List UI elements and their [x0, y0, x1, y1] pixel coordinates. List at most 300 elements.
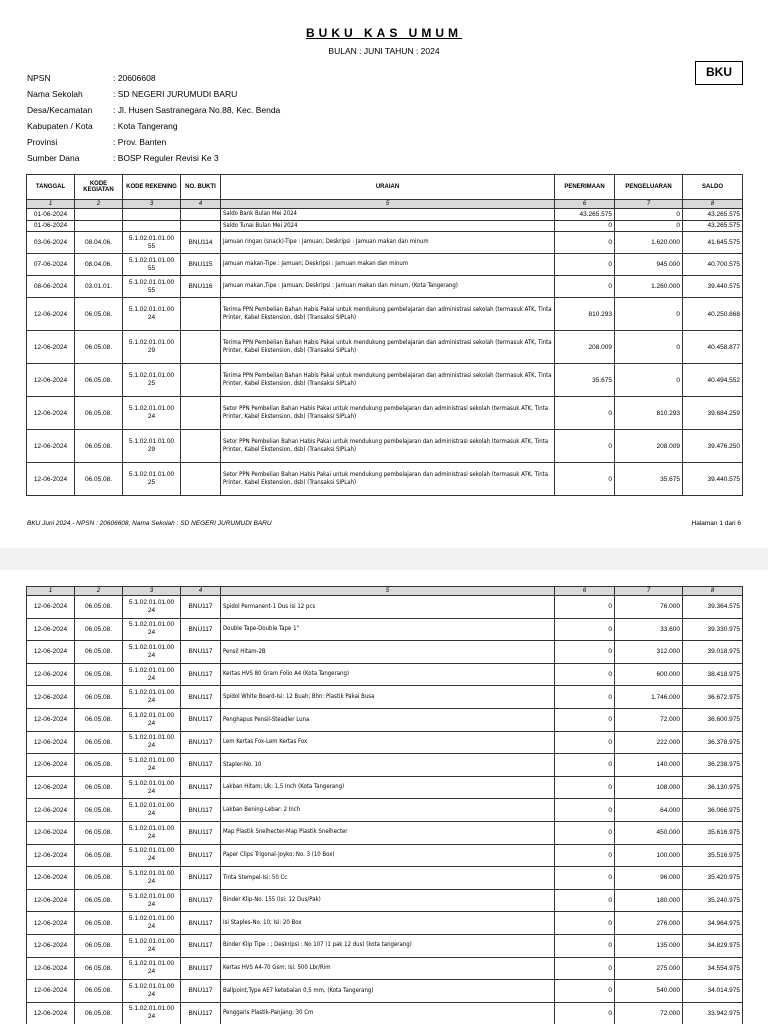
column-number: 3	[123, 200, 181, 209]
table-header-row	[27, 175, 743, 200]
cell-kode-kegiatan: 06.05.08.	[75, 364, 123, 397]
cell-penerimaan: 43.265.575	[555, 209, 615, 221]
cell-tanggal: 12-06-2024	[27, 596, 75, 619]
cell-pengeluaran: 100.000	[615, 844, 683, 867]
cell-penerimaan: 0	[555, 799, 615, 822]
cell-tanggal: 12-06-2024	[27, 821, 75, 844]
table-row	[27, 686, 743, 709]
cell-saldo: 34.829.975	[683, 934, 743, 957]
cell-kode-kegiatan: 06.05.08.	[75, 331, 123, 364]
cell-no-bukti: BNU117	[181, 663, 221, 686]
cell-uraian: Isi Staples-No. 10; Isi: 20 Box	[221, 912, 555, 935]
cell-pengeluaran: 140.000	[615, 754, 683, 777]
cell-no-bukti: BNU117	[181, 1002, 221, 1024]
document-title: BUKU KAS UMUM	[306, 26, 462, 40]
column-number: 2	[75, 587, 123, 596]
ledger-body-page-1	[27, 209, 743, 496]
cell-pengeluaran: 108.000	[615, 776, 683, 799]
cell-pengeluaran: 0	[615, 220, 683, 232]
cell-kode-rekening: 5.1.02.01.01.00 24	[123, 934, 181, 957]
cell-tanggal: 12-06-2024	[27, 618, 75, 641]
cell-kode-rekening: 5.1.02.01.01.00 25	[123, 364, 181, 397]
cell-saldo: 43.265.575	[683, 209, 743, 221]
column-number: 1	[27, 200, 75, 209]
cell-tanggal: 12-06-2024	[27, 844, 75, 867]
cell-kode-kegiatan: 06.05.08.	[75, 844, 123, 867]
cell-no-bukti: BNU117	[181, 776, 221, 799]
cell-pengeluaran: 1.620.000	[615, 232, 683, 254]
cell-no-bukti	[181, 209, 221, 221]
cell-no-bukti: BNU117	[181, 867, 221, 890]
info-label: Provinsi	[27, 137, 58, 147]
table-row	[27, 957, 743, 980]
cell-saldo: 36.066.975	[683, 799, 743, 822]
info-value: : Prov. Banten	[113, 134, 166, 150]
cell-pengeluaran: 312.000	[615, 641, 683, 664]
cell-penerimaan: 0	[555, 1002, 615, 1024]
cell-saldo: 36.672.975	[683, 686, 743, 709]
cell-tanggal: 07-06-2024	[27, 254, 75, 276]
cell-kode-rekening: 5.1.02.01.01.00 55	[123, 254, 181, 276]
cell-uraian: Lakban Bening-Lebar: 2 Inch	[221, 799, 555, 822]
cell-kode-rekening: 5.1.02.01.01.00 24	[123, 821, 181, 844]
cell-uraian: Lakban Hitam; Uk: 1,5 Inch (Kota Tangerang)	[221, 776, 555, 799]
cell-uraian: Terima PPN Pembelian Bahan Habis Pakai untuk mendukung pembelajaran dan administrasi sekolah (termasuk ATK, Tinta Printer, Kabel Ekstension, dsb) (Transaksi SIPLah)	[221, 298, 555, 331]
cell-tanggal: 12-06-2024	[27, 430, 75, 463]
column-number: 3	[123, 587, 181, 596]
cell-no-bukti: BNU117	[181, 934, 221, 957]
cell-uraian: Saldo Bank Bulan Mei 2024	[221, 209, 555, 221]
table-row	[27, 430, 743, 463]
cell-tanggal: 12-06-2024	[27, 397, 75, 430]
cell-kode-kegiatan: 06.05.08.	[75, 912, 123, 935]
cell-pengeluaran: 135.000	[615, 934, 683, 957]
cell-kode-rekening: 5.1.02.01.01.00 24	[123, 596, 181, 619]
cell-penerimaan: 0	[555, 754, 615, 777]
cell-tanggal: 12-06-2024	[27, 889, 75, 912]
cell-uraian: Jamuan makan-Tipe : Jamuan; Deskripsi : Jamuan makan dan minum	[221, 254, 555, 276]
cell-penerimaan: 0	[555, 686, 615, 709]
cell-saldo: 35.516.975	[683, 844, 743, 867]
column-number: 5	[221, 587, 555, 596]
column-header: TANGGAL	[27, 175, 75, 200]
cell-pengeluaran: 0	[615, 364, 683, 397]
cell-kode-kegiatan: 06.05.08.	[75, 754, 123, 777]
cell-penerimaan: 0	[555, 596, 615, 619]
info-label: Sumber Dana	[27, 153, 80, 163]
column-number: 5	[221, 200, 555, 209]
table-row	[27, 641, 743, 664]
cell-saldo: 39.440.575	[683, 276, 743, 298]
cell-no-bukti	[181, 463, 221, 496]
column-header: SALDO	[683, 175, 743, 200]
cell-kode-rekening: 5.1.02.01.01.00 24	[123, 844, 181, 867]
cell-no-bukti	[181, 298, 221, 331]
cell-kode-kegiatan	[75, 220, 123, 232]
cell-uraian: Binder Klip Tipe : ; Deskripsi : No 107 (1 pak 12 dus) (kota tangerang)	[221, 934, 555, 957]
table-row	[27, 663, 743, 686]
cell-tanggal: 12-06-2024	[27, 867, 75, 890]
table-row	[27, 364, 743, 397]
cell-saldo: 36.378.975	[683, 731, 743, 754]
table-row	[27, 618, 743, 641]
cell-no-bukti	[181, 364, 221, 397]
info-label: Nama Sekolah	[27, 89, 83, 99]
cell-tanggal: 12-06-2024	[27, 934, 75, 957]
cell-no-bukti: BNU117	[181, 821, 221, 844]
cell-kode-rekening: 5.1.02.01.01.00 24	[123, 799, 181, 822]
cell-saldo: 34.014.975	[683, 980, 743, 1003]
table-row	[27, 867, 743, 890]
cell-kode-rekening: 5.1.02.01.01.00 24	[123, 397, 181, 430]
cell-kode-rekening: 5.1.02.01.01.00 25	[123, 463, 181, 496]
cell-kode-kegiatan: 06.05.08.	[75, 686, 123, 709]
cell-kode-kegiatan: 08.04.06.	[75, 232, 123, 254]
cell-pengeluaran: 76.000	[615, 596, 683, 619]
table-row	[27, 331, 743, 364]
cell-saldo: 40.700.575	[683, 254, 743, 276]
column-number: 8	[683, 587, 743, 596]
cell-tanggal: 12-06-2024	[27, 331, 75, 364]
cell-kode-rekening: 5.1.02.01.01.00 24	[123, 641, 181, 664]
cell-saldo: 40.250.868	[683, 298, 743, 331]
cell-pengeluaran: 96.000	[615, 867, 683, 890]
cell-kode-kegiatan: 06.05.08.	[75, 776, 123, 799]
cell-uraian: Setor PPN Pembelian Bahan Habis Pakai untuk mendukung pembelajaran dan administrasi sekolah (termasuk ATK, Tinta Printer, Kabel Ekstension, dsb) (Transaksi SIPLah)	[221, 397, 555, 430]
column-header: PENGELUARAN	[615, 175, 683, 200]
cell-no-bukti: BNU114	[181, 232, 221, 254]
table-row	[27, 821, 743, 844]
cell-kode-rekening: 5.1.02.01.01.00 24	[123, 731, 181, 754]
cell-penerimaan: 208.009	[555, 331, 615, 364]
cell-kode-kegiatan: 06.05.08.	[75, 463, 123, 496]
cell-kode-rekening: 5.1.02.01.01.00 24	[123, 663, 181, 686]
ledger-table-page-1	[26, 174, 743, 496]
cell-saldo: 39.018.975	[683, 641, 743, 664]
page-gap	[0, 548, 768, 570]
info-value: : Jl. Husen Sastranegara No.88, Kec. Benda	[113, 102, 280, 118]
cell-saldo: 34.964.975	[683, 912, 743, 935]
page-2	[0, 570, 768, 1024]
school-info	[27, 70, 280, 166]
table-row	[27, 934, 743, 957]
cell-no-bukti: BNU117	[181, 754, 221, 777]
table-row	[27, 209, 743, 221]
cell-no-bukti: BNU117	[181, 844, 221, 867]
cell-kode-rekening: 5.1.02.01.01.00 24	[123, 708, 181, 731]
cell-pengeluaran: 72.000	[615, 1002, 683, 1024]
cell-saldo: 41.645.575	[683, 232, 743, 254]
cell-no-bukti: BNU117	[181, 980, 221, 1003]
cell-penerimaan: 0	[555, 430, 615, 463]
table-row	[27, 799, 743, 822]
info-value: : Kota Tangerang	[113, 118, 178, 134]
ledger-body-page-2	[27, 596, 743, 1024]
cell-kode-rekening: 5.1.02.01.01.00 24	[123, 912, 181, 935]
cell-kode-rekening: 5.1.02.01.01.00 24	[123, 1002, 181, 1024]
cell-no-bukti: BNU117	[181, 641, 221, 664]
table-row	[27, 232, 743, 254]
cell-penerimaan: 0	[555, 776, 615, 799]
cell-penerimaan: 0	[555, 731, 615, 754]
cell-no-bukti: BNU117	[181, 618, 221, 641]
cell-saldo: 33.942.975	[683, 1002, 743, 1024]
table-row	[27, 889, 743, 912]
cell-penerimaan: 0	[555, 934, 615, 957]
cell-pengeluaran: 0	[615, 298, 683, 331]
cell-uraian: Spidol White Board-Isi: 12 Buah; Bhn: Plastik Pakai Busa	[221, 686, 555, 709]
cell-tanggal: 03-06-2024	[27, 232, 75, 254]
cell-tanggal: 12-06-2024	[27, 463, 75, 496]
cell-saldo: 36.600.975	[683, 708, 743, 731]
column-number: 6	[555, 200, 615, 209]
info-row	[27, 102, 280, 118]
info-value: : BOSP Reguler Revisi Ke 3	[113, 150, 219, 166]
cell-pengeluaran: 35.675	[615, 463, 683, 496]
cell-kode-kegiatan	[75, 209, 123, 221]
cell-uraian: Paper Clips Trigonal-Joyko; No. 3 (10 Box)	[221, 844, 555, 867]
cell-kode-rekening: 5.1.02.01.01.00 55	[123, 276, 181, 298]
cell-penerimaan: 0	[555, 463, 615, 496]
cell-saldo: 34.554.975	[683, 957, 743, 980]
cell-kode-kegiatan: 06.05.08.	[75, 867, 123, 890]
cell-penerimaan: 0	[555, 821, 615, 844]
cell-tanggal: 12-06-2024	[27, 776, 75, 799]
cell-penerimaan: 0	[555, 232, 615, 254]
cell-uraian: Kertas HVS A4-70 Gsm; Isi: 500 Lbr/Rim	[221, 957, 555, 980]
cell-saldo: 35.616.975	[683, 821, 743, 844]
table-row	[27, 254, 743, 276]
table-row	[27, 980, 743, 1003]
cell-uraian: Terima PPN Pembelian Bahan Habis Pakai untuk mendukung pembelajaran dan administrasi sekolah (termasuk ATK, Tinta Printer, Kabel Ekstension, dsb) (Transaksi SIPLah)	[221, 364, 555, 397]
cell-kode-kegiatan: 06.05.08.	[75, 708, 123, 731]
cell-saldo: 36.238.975	[683, 754, 743, 777]
page-counter: Halaman 1 dari 6	[691, 520, 741, 527]
cell-kode-rekening: 5.1.02.01.01.00 24	[123, 754, 181, 777]
cell-pengeluaran: 0	[615, 209, 683, 221]
cell-penerimaan: 0	[555, 397, 615, 430]
cell-tanggal: 12-06-2024	[27, 799, 75, 822]
cell-no-bukti: BNU117	[181, 731, 221, 754]
cell-penerimaan: 0	[555, 641, 615, 664]
cell-kode-rekening: 5.1.02.01.01.00 24	[123, 776, 181, 799]
cell-pengeluaran: 810.293	[615, 397, 683, 430]
cell-pengeluaran: 1.260.000	[615, 276, 683, 298]
column-number-row	[27, 200, 743, 209]
cell-penerimaan: 0	[555, 980, 615, 1003]
footer-caption: BKU Juni 2024 - NPSN : 20606608, Nama Sekolah : SD NEGERI JURUMUDI BARU	[27, 520, 272, 527]
cell-saldo: 35.240.975	[683, 889, 743, 912]
cell-uraian: Ballpoint,Type AE7 ketebalan 0,5 mm, (Kota Tangerang)	[221, 980, 555, 1003]
cell-uraian: Saldo Tunai Bulan Mei 2024	[221, 220, 555, 232]
cell-kode-rekening: 5.1.02.01.01.00 24	[123, 957, 181, 980]
cell-tanggal: 12-06-2024	[27, 686, 75, 709]
cell-penerimaan: 0	[555, 889, 615, 912]
cell-kode-kegiatan: 06.05.08.	[75, 1002, 123, 1024]
column-number: 2	[75, 200, 123, 209]
cell-pengeluaran: 72.000	[615, 708, 683, 731]
ledger-table-page-2	[26, 586, 743, 1024]
cell-penerimaan: 0	[555, 663, 615, 686]
cell-kode-kegiatan: 03.01.01.	[75, 276, 123, 298]
cell-tanggal: 12-06-2024	[27, 980, 75, 1003]
cell-uraian: Pensil Hitam-2B	[221, 641, 555, 664]
cell-no-bukti: BNU117	[181, 957, 221, 980]
cell-penerimaan: 0	[555, 844, 615, 867]
info-row	[27, 134, 280, 150]
cell-tanggal: 12-06-2024	[27, 641, 75, 664]
cell-pengeluaran: 450.000	[615, 821, 683, 844]
cell-kode-kegiatan: 06.05.08.	[75, 980, 123, 1003]
cell-uraian: Jamuan makan,Tipe : Jamuan; Deskripsi : Jamuan makan dan minum, (Kota Tangerang)	[221, 276, 555, 298]
cell-no-bukti: BNU116	[181, 276, 221, 298]
table-row	[27, 463, 743, 496]
cell-kode-kegiatan: 06.05.08.	[75, 799, 123, 822]
cell-uraian: Jamuan ringan (snack)-Tipe : Jamuan; Deskripsi : Jamuan makan dan minum	[221, 232, 555, 254]
table-row	[27, 298, 743, 331]
column-header: PENERIMAAN	[555, 175, 615, 200]
cell-penerimaan: 0	[555, 220, 615, 232]
cell-kode-rekening: 5.1.02.01.01.00 29	[123, 331, 181, 364]
column-header: KODE REKENING	[123, 175, 181, 200]
cell-saldo: 39.684.259	[683, 397, 743, 430]
cell-kode-kegiatan: 06.05.08.	[75, 957, 123, 980]
cell-saldo: 35.420.975	[683, 867, 743, 890]
table-row	[27, 844, 743, 867]
cell-kode-kegiatan: 08.04.06.	[75, 254, 123, 276]
info-label: Desa/Kecamatan	[27, 105, 93, 115]
cell-tanggal: 12-06-2024	[27, 663, 75, 686]
cell-saldo: 40.494.552	[683, 364, 743, 397]
info-row	[27, 70, 280, 86]
info-label: Kabupaten / Kota	[27, 121, 93, 131]
column-number: 1	[27, 587, 75, 596]
column-number: 7	[615, 200, 683, 209]
cell-saldo: 36.130.975	[683, 776, 743, 799]
cell-uraian: Stapler-No. 10	[221, 754, 555, 777]
cell-saldo: 39.476.250	[683, 430, 743, 463]
info-label: NPSN	[27, 73, 51, 83]
cell-tanggal: 12-06-2024	[27, 708, 75, 731]
column-header: NO. BUKTI	[181, 175, 221, 200]
cell-kode-rekening: 5.1.02.01.01.00 29	[123, 430, 181, 463]
info-row	[27, 150, 280, 166]
column-number: 8	[683, 200, 743, 209]
cell-pengeluaran: 945.000	[615, 254, 683, 276]
info-value: : 20606608	[113, 70, 156, 86]
cell-penerimaan: 0	[555, 708, 615, 731]
cell-kode-kegiatan: 06.05.08.	[75, 663, 123, 686]
cell-no-bukti: BNU117	[181, 889, 221, 912]
cell-kode-rekening: 5.1.02.01.01.00 24	[123, 980, 181, 1003]
column-number: 7	[615, 587, 683, 596]
cell-kode-kegiatan: 06.05.08.	[75, 934, 123, 957]
cell-tanggal: 12-06-2024	[27, 364, 75, 397]
cell-penerimaan: 810.293	[555, 298, 615, 331]
cell-pengeluaran: 1.746.000	[615, 686, 683, 709]
document-subtitle: BULAN : JUNI TAHUN : 2024	[328, 46, 440, 56]
cell-tanggal: 12-06-2024	[27, 298, 75, 331]
column-header: URAIAN	[221, 175, 555, 200]
cell-tanggal: 12-06-2024	[27, 1002, 75, 1024]
cell-kode-kegiatan: 06.05.08.	[75, 641, 123, 664]
cell-penerimaan: 0	[555, 867, 615, 890]
table-row	[27, 220, 743, 232]
table-row	[27, 1002, 743, 1024]
cell-uraian: Penghapus Pensil-Steadler Luna	[221, 708, 555, 731]
info-value: : SD NEGERI JURUMUDI BARU	[113, 86, 237, 102]
cell-uraian: Binder Klip-No. 155 (Isi: 12 Dus/Pak)	[221, 889, 555, 912]
cell-kode-rekening: 5.1.02.01.01.00 24	[123, 298, 181, 331]
cell-no-bukti: BNU115	[181, 254, 221, 276]
cell-pengeluaran: 64.000	[615, 799, 683, 822]
cell-kode-rekening: 5.1.02.01.01.00 55	[123, 232, 181, 254]
cell-tanggal: 08-06-2024	[27, 276, 75, 298]
cell-penerimaan: 0	[555, 276, 615, 298]
info-row	[27, 86, 280, 102]
cell-saldo: 40.458.877	[683, 331, 743, 364]
cell-no-bukti: BNU117	[181, 708, 221, 731]
cell-penerimaan: 0	[555, 912, 615, 935]
cell-pengeluaran: 208.009	[615, 430, 683, 463]
cell-no-bukti	[181, 430, 221, 463]
table-row	[27, 754, 743, 777]
cell-tanggal: 12-06-2024	[27, 957, 75, 980]
table-row	[27, 276, 743, 298]
cell-kode-rekening	[123, 220, 181, 232]
cell-pengeluaran: 275.000	[615, 957, 683, 980]
table-row	[27, 397, 743, 430]
cell-no-bukti: BNU117	[181, 686, 221, 709]
cell-uraian: Tinta Stempel-Isi: 50 Cc	[221, 867, 555, 890]
cell-pengeluaran: 276.000	[615, 912, 683, 935]
cell-kode-kegiatan: 06.05.08.	[75, 397, 123, 430]
cell-kode-kegiatan: 06.05.08.	[75, 618, 123, 641]
cell-no-bukti	[181, 331, 221, 364]
cell-kode-kegiatan: 06.05.08.	[75, 596, 123, 619]
cell-uraian: Terima PPN Pembelian Bahan Habis Pakai untuk mendukung pembelajaran dan administrasi sekolah (termasuk ATK, Tinta Printer, Kabel Ekstension, dsb) (Transaksi SIPLah)	[221, 331, 555, 364]
cell-kode-kegiatan: 06.05.08.	[75, 430, 123, 463]
cell-kode-rekening: 5.1.02.01.01.00 24	[123, 686, 181, 709]
column-number: 4	[181, 200, 221, 209]
cell-uraian: Map Plastik Snelhecter-Map Plastik Snelhecter	[221, 821, 555, 844]
cell-no-bukti: BNU117	[181, 799, 221, 822]
table-row	[27, 912, 743, 935]
cell-uraian: Setor PPN Pembelian Bahan Habis Pakai untuk mendukung pembelajaran dan administrasi sekolah (termasuk ATK, Tinta Printer, Kabel Ekstension, dsb) (Transaksi SIPLah)	[221, 430, 555, 463]
cell-uraian: Spidol Permanent-1 Dus isi 12 pcs	[221, 596, 555, 619]
table-row	[27, 731, 743, 754]
cell-pengeluaran: 600.000	[615, 663, 683, 686]
cell-pengeluaran: 180.000	[615, 889, 683, 912]
cell-kode-rekening: 5.1.02.01.01.00 24	[123, 867, 181, 890]
cell-tanggal: 12-06-2024	[27, 912, 75, 935]
column-header: KODE KEGIATAN	[75, 175, 123, 200]
cell-saldo: 39.364.575	[683, 596, 743, 619]
cell-no-bukti: BNU117	[181, 596, 221, 619]
cell-penerimaan: 0	[555, 618, 615, 641]
bku-badge: BKU	[695, 61, 743, 85]
cell-kode-kegiatan: 06.05.08.	[75, 821, 123, 844]
cell-kode-rekening: 5.1.02.01.01.00 24	[123, 889, 181, 912]
cell-no-bukti: BNU117	[181, 912, 221, 935]
cell-tanggal: 12-06-2024	[27, 731, 75, 754]
cell-uraian: Penggaris Plastik-Panjang: 30 Cm	[221, 1002, 555, 1024]
cell-tanggal: 12-06-2024	[27, 754, 75, 777]
cell-saldo: 39.330.975	[683, 618, 743, 641]
cell-penerimaan: 0	[555, 957, 615, 980]
column-number: 6	[555, 587, 615, 596]
info-row	[27, 118, 280, 134]
